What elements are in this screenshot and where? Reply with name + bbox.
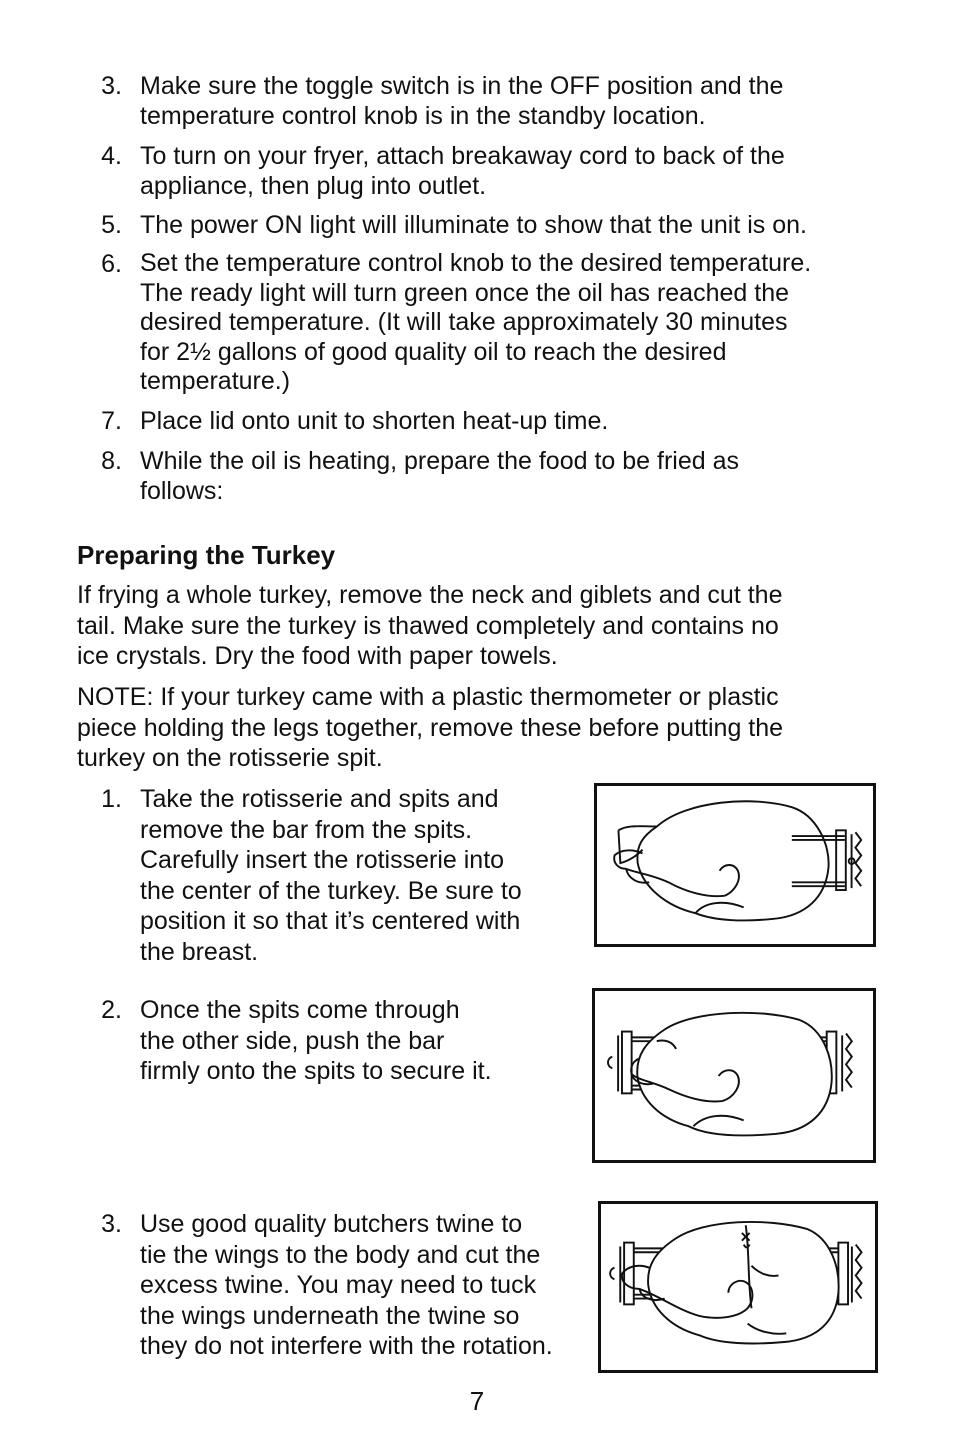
step-3: [78, 71, 898, 131]
step-line: remove the bar from the spits.: [140, 815, 473, 844]
turkey-illustration: [601, 1204, 875, 1370]
section-heading: Preparing the Turkey: [77, 540, 336, 570]
step-5: [78, 210, 898, 240]
step-line: While the oil is heating, prepare the food to be fried as: [140, 447, 739, 475]
step-line: excess twine. You may need to tuck: [140, 1271, 537, 1300]
figure-bar-secured: [592, 988, 876, 1163]
step-number: 3.: [101, 1210, 122, 1238]
step-line: Place lid onto unit to shorten heat-up time.: [140, 407, 609, 435]
turkey-illustration: [597, 786, 873, 944]
step-line: position it so that it’s centered with: [140, 907, 521, 936]
step-8: [78, 446, 898, 506]
paragraph-line: If frying a whole turkey, remove the neck and giblets and cut the: [77, 581, 783, 609]
figure-rotisserie-insert: [594, 783, 876, 947]
step-number: 2.: [101, 996, 122, 1024]
step-line: Make sure the toggle switch is in the OFF position and the: [140, 72, 784, 100]
step-number: 1.: [101, 785, 122, 813]
step-line: Carefully insert the rotisserie into: [140, 846, 505, 875]
turkey-step-3: [78, 1209, 598, 1363]
paragraph-line: NOTE: If your turkey came with a plastic thermometer or plastic: [77, 683, 779, 711]
step-line: temperature control knob is in the standby location.: [140, 102, 706, 130]
step-line: appliance, then plug into outlet.: [140, 172, 487, 200]
step-line: follows:: [140, 477, 224, 505]
paragraph-line: piece holding the legs together, remove these before putting the: [77, 713, 784, 742]
step-line: To turn on your fryer, attach breakaway cord to back of the: [140, 142, 785, 170]
step-line: Set the temperature control knob to the desired temperature.: [140, 249, 812, 277]
figure-wings-tied: [598, 1201, 878, 1373]
step-line: the wings underneath the twine so: [140, 1301, 520, 1330]
paragraph-line: turkey on the rotisserie spit.: [77, 744, 383, 772]
paragraph-line: tail. Make sure the turkey is thawed completely and contains no: [77, 611, 779, 640]
note-paragraph: [77, 682, 877, 774]
step-number: 5.: [101, 211, 122, 239]
intro-paragraph: [77, 580, 877, 672]
step-number: 4.: [101, 142, 122, 170]
step-number: 3.: [101, 72, 122, 100]
step-7: [78, 406, 898, 436]
step-4: [78, 141, 898, 201]
step-line: Use good quality butchers twine to: [140, 1210, 523, 1238]
step-line: Take the rotisserie and spits and: [140, 785, 499, 813]
step-number: 8.: [101, 447, 122, 475]
turkey-step-1: [78, 784, 578, 968]
step-line: the other side, push the bar: [140, 1026, 445, 1055]
step-line: desired temperature. (It will take approximately 30 minutes: [140, 308, 788, 336]
step-line: the center of the turkey. Be sure to: [140, 876, 522, 905]
step-line: tie the wings to the body and cut the: [140, 1240, 541, 1269]
step-line: The ready light will turn green once the oil has reached the: [140, 278, 789, 307]
page-number: 7: [469, 1386, 485, 1416]
step-line: The power ON light will illuminate to show that the unit is on.: [140, 211, 807, 239]
turkey-illustration: [595, 991, 873, 1160]
step-number: 7.: [101, 407, 122, 435]
paragraph-line: ice crystals. Dry the food with paper towels.: [77, 642, 558, 670]
step-6: [78, 249, 898, 399]
step-line: Once the spits come through: [140, 996, 460, 1024]
step-line: temperature.): [140, 367, 291, 395]
step-line: the breast.: [140, 937, 259, 966]
step-number: 6.: [101, 250, 122, 278]
step-line: they do not interfere with the rotation.: [140, 1332, 553, 1361]
step-line: firmly onto the spits to secure it.: [140, 1057, 492, 1086]
turkey-step-2: [78, 995, 578, 1087]
step-line: for 2½ gallons of good quality oil to reach the desired: [140, 337, 727, 366]
